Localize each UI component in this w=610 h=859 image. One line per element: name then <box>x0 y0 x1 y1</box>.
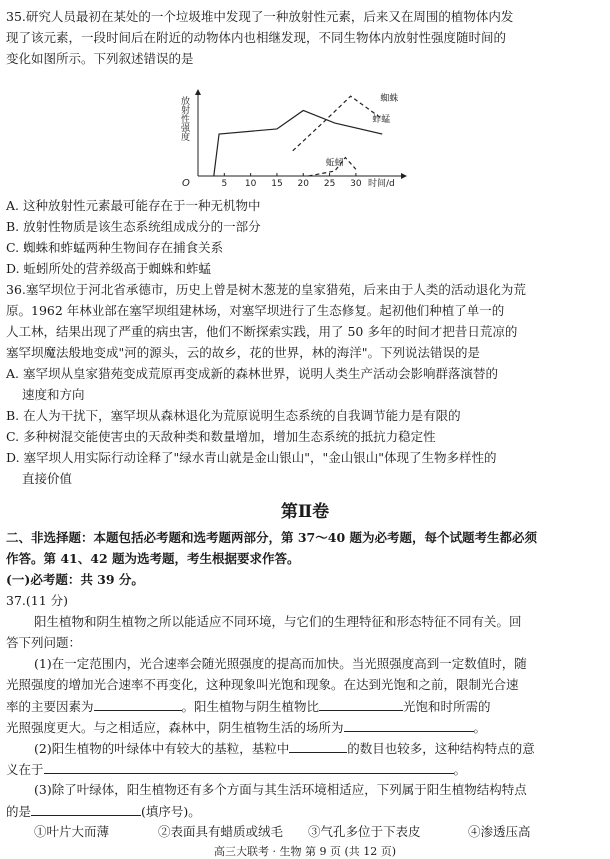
x-tick-label: 20 <box>297 179 309 189</box>
q37-choice-4: ④渗透压高 <box>468 824 531 839</box>
answer-blank-3[interactable] <box>344 719 474 732</box>
x-axis-label: 时间/d <box>368 179 395 189</box>
q37-p2-line-1 <box>34 740 535 757</box>
answer-blank-2[interactable] <box>319 698 403 711</box>
x-tick-label: 10 <box>244 179 257 189</box>
part2-intro-line-1: 二、非选择题：本题包括必考题和选考题两部分，第 37～40 题为必考题，每个试题考生都必须 <box>6 530 537 545</box>
q37-p1-line-2: 光照强度的增加光合速率不再变化，这种现象叫光饱和现象。在达到光饱和之前，限制光合速 <box>6 677 519 692</box>
series-label: 蜘蛛 <box>380 93 399 104</box>
q37-p3-line-2 <box>6 803 201 820</box>
q37-p1-text-b: 。阳生植物与阴生植物比 <box>181 699 320 714</box>
series-label: 蚯蚓 <box>325 158 344 169</box>
q35-stem-line-3: 变化如图所示。下列叙述错误的是 <box>6 51 194 66</box>
radioactivity-line-chart <box>170 82 410 194</box>
q37-p3-text-b: (填序号)。 <box>141 804 201 819</box>
q35-option-a[interactable]: A. 这种放射性元素最可能存在于一种无机物中 <box>6 198 261 213</box>
q36-option-b[interactable]: B. 在人为干扰下，塞罕坝从森林退化为荒原说明生态系统的自我调节能力是有限的 <box>6 408 461 423</box>
q37-p2-text-d: 。 <box>453 762 467 777</box>
origin-label: O <box>182 178 190 189</box>
q37-p1-text-d: 光照强度更大。与之相适应，森林中，阴生植物生活的场所为 <box>6 720 344 735</box>
q35-option-b[interactable]: B. 放射性物质是该生态系统组成成分的一部分 <box>6 219 261 234</box>
q37-p2-text-a: (2)阳生植物的叶绿体中有较大的基粒，基粒中 <box>34 741 290 756</box>
q35-stem-line-1: 35.研究人员最初在某处的一个垃圾堆中发现了一种放射性元素，后来又在周围的植物体内发 <box>6 9 514 24</box>
q37-intro-line-1: 阳生植物和阴生植物之所以能适应不同环境，与它们的生理特征和形态特征不同有关。回 <box>34 614 522 629</box>
q36-option-d[interactable]: D. 塞罕坝人用实际行动诠释了"绿水青山就是金山银山"，"金山银山"体现了生物多样性的 <box>6 450 497 465</box>
y-axis-label: 放射性强度 <box>179 96 189 141</box>
answer-blank-5[interactable] <box>44 761 454 774</box>
x-tick-label: 5 <box>221 179 228 189</box>
q37-choice-1: ①叶片大而薄 <box>34 824 110 839</box>
q37-p2-text-c: 义在于 <box>6 762 44 777</box>
q35-option-d[interactable]: D. 蚯蚓所处的营养级高于蜘蛛和蚱蜢 <box>6 261 212 276</box>
section-title: 第Ⅱ卷 <box>280 502 330 522</box>
q36-stem-line-2: 原。1962 年林业部在塞罕坝组建林场，对塞罕坝进行了生态修复。起初他们种植了单一的 <box>6 303 505 318</box>
part2-subheading: (一)必考题：共 39 分。 <box>6 572 144 587</box>
q36-option-a-cont: 速度和方向 <box>22 387 85 402</box>
q37-p2-line-2 <box>6 761 466 778</box>
q37-header: 37.(11 分) <box>6 593 69 608</box>
q37-p1-line-3 <box>6 698 491 715</box>
answer-blank-4[interactable] <box>289 740 347 753</box>
x-tick-label: 30 <box>350 179 362 189</box>
q36-stem-line-3: 人工林，结果出现了严重的病虫害，他们不断探索实践，用了 50 多年的时间才把昔日荒凉的 <box>6 324 518 339</box>
radioactivity-figure <box>170 82 410 194</box>
q37-p3-text-a: 的是 <box>6 804 32 819</box>
q37-p1-text-e: 。 <box>473 720 487 735</box>
series-label: 蚱蜢 <box>372 115 391 125</box>
q37-p3-line-1: (3)除了叶绿体，阳生植物还有多个方面与其生活环境相适应，下列属于阳生植物结构特点 <box>34 782 527 797</box>
q37-p1-text-a: 率的主要因素为 <box>6 699 94 714</box>
q36-stem-line-4: 塞罕坝魔法般地变成"河的源头，云的故乡，花的世界，林的海洋"。下列说法错误的是 <box>6 345 481 360</box>
series-line <box>214 110 382 176</box>
q37-p1-line-1: (1)在一定范围内，光合速率会随光照强度的提高而加快。当光照强度高到一定数值时，随 <box>34 656 527 671</box>
x-tick-label: 25 <box>323 179 336 189</box>
q35-option-c[interactable]: C. 蜘蛛和蚱蜢两种生物间存在捕食关系 <box>6 240 224 255</box>
q37-intro-line-2: 答下列问题： <box>6 635 82 650</box>
q35-stem-line-2: 现了该元素，一段时间后在附近的动物体内也相继发现，不同生物体内放射性强度随时间的 <box>6 30 507 45</box>
answer-blank-1[interactable] <box>94 698 182 711</box>
x-tick-label: 15 <box>271 179 283 189</box>
q37-choice-3: ③气孔多位于下表皮 <box>308 824 421 839</box>
part2-intro-line-2: 作答。第 41、42 题为选考题，考生根据要求作答。 <box>6 551 300 566</box>
q37-choice-2: ②表面具有蜡质或绒毛 <box>158 824 284 839</box>
q36-option-d-cont: 直接价值 <box>22 471 73 486</box>
q37-p1-text-c: 光饱和时所需的 <box>403 699 491 714</box>
q37-p2-text-b: 的数目也较多，这种结构特点的意 <box>347 741 535 756</box>
q36-option-a[interactable]: A. 塞罕坝从皇家猎苑变成荒原再变成新的森林世界，说明人类生产活动会影响群落演替的 <box>6 366 498 381</box>
answer-blank-6[interactable] <box>31 803 141 816</box>
q36-stem-line-1: 36.塞罕坝位于河北省承德市，历史上曾是树木葱茏的皇家猎苑，后来由于人类的活动退化为荒 <box>6 282 526 297</box>
q37-p1-line-4 <box>6 719 486 736</box>
page-footer: 高三大联考 · 生物 第 9 页 (共 12 页) <box>213 845 397 858</box>
q36-option-c[interactable]: C. 多种树混交能使害虫的天敌种类和数量增加，增加生态系统的抵抗力稳定性 <box>6 429 436 444</box>
